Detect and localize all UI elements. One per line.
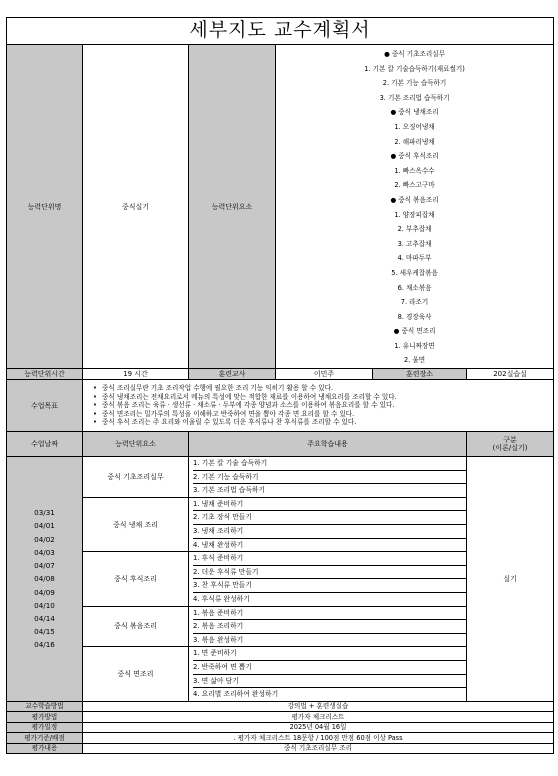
- content-header: 주요학습내용: [189, 432, 467, 457]
- content-item: 3. 냉채 조리하기: [193, 525, 466, 539]
- eval-schedule-value: 2025년 04월 16일: [83, 722, 554, 733]
- schedule-element-3: 중식 후식조리: [83, 552, 189, 606]
- eval-method-value: 평가자 체크리스트: [83, 712, 554, 723]
- lesson-plan-table: [6, 17, 554, 754]
- element-line: 2. 기본 기능 습득하기: [382, 79, 447, 88]
- element-line: 6. 채소볶음: [397, 283, 432, 292]
- date-item: 04/01: [34, 521, 55, 531]
- date-item: 04/09: [34, 587, 55, 597]
- element-line: 2. 부추잡채: [397, 225, 432, 234]
- goals-list: [83, 380, 554, 432]
- element-line: 2. 울면: [403, 356, 426, 365]
- element-line: 1. 양장피잡채: [394, 210, 435, 219]
- element-header: 능력단위요소: [83, 432, 189, 457]
- unit-time-value: 19 시간: [83, 369, 189, 380]
- schedule-content-4: [189, 606, 467, 647]
- date-header: 수업날짜: [7, 432, 83, 457]
- schedule-content-2: [189, 497, 467, 551]
- element-line: 1. 오징어냉채: [394, 122, 435, 131]
- content-item: 3. 찬 후식류 만들기: [193, 579, 466, 593]
- content-item: 3. 면 삶아 담기: [193, 675, 466, 689]
- teacher-label: 훈련교사: [189, 369, 276, 380]
- date-item: 04/07: [34, 561, 55, 571]
- element-line: 8. 경장육사: [397, 312, 432, 321]
- schedule-element-4: 중식 볶음조리: [83, 606, 189, 647]
- unit-element-list: [276, 45, 554, 369]
- goal-item: • 중식 후식 조리는 주 요리와 어울릴 수 있도록 더운 후식류나 찬 후식류를 조리할 수 있다.: [93, 418, 549, 427]
- teaching-method-value: 강의법 + 훈련생실습: [83, 701, 554, 712]
- element-line: ● 중식 면조리: [393, 327, 436, 336]
- content-item: 2. 반죽하여 면 뽑기: [193, 661, 466, 675]
- eval-schedule-label: 평가일정: [7, 722, 83, 733]
- date-item: 04/03: [34, 547, 55, 557]
- schedule-content-5: [189, 647, 467, 701]
- content-item: 2. 기초 장식 만들기: [193, 511, 466, 525]
- element-line: 7. 라조기: [400, 298, 429, 307]
- content-item: 2. 볶음 조리하기: [193, 620, 466, 634]
- content-item: 3. 볶음 완성하기: [193, 635, 244, 644]
- element-line: 1. 유니짜장면: [394, 341, 435, 350]
- eval-content-value: 중식 기초조리실무 조리: [83, 743, 554, 754]
- eval-criteria-value: . 평가자 체크리스트 18문항 / 100점 만점 60점 이상 Pass: [83, 733, 554, 744]
- element-line: 1. 기본 칼 기술습득하기(재료썰기): [364, 64, 465, 73]
- element-line: 1. 빠스옥수수: [394, 166, 435, 175]
- element-line: 5. 새우케찹볶음: [391, 268, 438, 277]
- content-item: 1. 냉채 준비하기: [193, 498, 466, 512]
- unit-name-label: 능력단위명: [7, 45, 83, 369]
- date-item: 03/31: [34, 508, 55, 518]
- content-item: 4. 후식류 완성하기: [193, 595, 250, 603]
- element-line: 4. 마파두부: [397, 254, 432, 263]
- content-item: 4. 냉채 완성하기: [193, 540, 244, 549]
- place-value: 202실습실: [467, 369, 554, 380]
- date-item: 04/15: [34, 627, 55, 637]
- element-line: 2. 해파리냉채: [394, 137, 435, 146]
- date-item: 04/02: [34, 534, 55, 544]
- place-label: 훈련장소: [373, 369, 467, 380]
- unit-name-value: 중식실기: [83, 45, 189, 369]
- date-item: 04/08: [34, 574, 55, 584]
- content-item: 1. 기본 칼 기술 습득하기: [193, 457, 466, 471]
- schedule-content-3: [189, 552, 467, 606]
- content-item: 2. 더운 후식류 만들기: [193, 566, 466, 580]
- goal-item: • 중식 볶음 조리는 육류 · 생선류 · 채소류 · 두부에 각종 양념과 소스를 이용하여 볶음요리를 할 수 있다.: [93, 401, 549, 410]
- unit-time-label: 능력단위시간: [7, 369, 83, 380]
- content-item: 2. 기본 기능 습득하기: [193, 471, 466, 485]
- schedule-content-1: [189, 457, 467, 498]
- date-item: 04/16: [34, 640, 55, 650]
- eval-criteria-label: 평가기준/배점: [7, 733, 83, 744]
- element-line: ● 중식 후식조리: [390, 152, 439, 161]
- content-item: 1. 면 준비하기: [193, 647, 466, 661]
- schedule-element-2: 중식 냉채 조리: [83, 497, 189, 551]
- teacher-value: 이민주: [276, 369, 373, 380]
- element-line: 3. 고추잡채: [397, 239, 432, 248]
- unit-element-label: 능력단위요소: [189, 45, 276, 369]
- content-item: 4. 요리별 조리하여 완성하기: [193, 690, 279, 699]
- element-line: 3. 기본 조리법 습득하기: [379, 93, 450, 102]
- content-item: 1. 후식 준비하기: [193, 552, 466, 566]
- goal-item: • 중식 면조리는 밀가루의 특성을 이해하고 반죽하여 면을 뽑아 각종 면 요리를 할 수 있다.: [93, 410, 549, 419]
- lesson-plan-document: [6, 17, 553, 754]
- type-value: 실기: [467, 457, 554, 702]
- goal-item: • 중식 냉채조리는 전채요리로서 메뉴의 특성에 맞는 적합한 재료를 이용하여 냉채요리를 조리할 수 있다.: [93, 393, 549, 402]
- type-header: 구분 (이론/실기): [467, 432, 554, 457]
- content-item: 1. 볶음 준비하기: [193, 607, 466, 621]
- eval-content-label: 평가내용: [7, 743, 83, 754]
- schedule-element-5: 중식 면조리: [83, 647, 189, 701]
- date-list: [7, 457, 83, 702]
- date-item: 04/14: [34, 613, 55, 623]
- eval-method-label: 평가방법: [7, 712, 83, 723]
- content-item: 3. 기본 조리법 습득하기: [193, 486, 266, 495]
- schedule-element-1: 중식 기초조리실무: [83, 457, 189, 498]
- element-line: ● 중식 기초조리실무: [384, 50, 445, 58]
- goal-item: • 중식 조리실무란 기초 조리작업 수행에 필요한 조리 기능 익히기 활용 할 수 있다.: [93, 384, 549, 393]
- document-title: 세부지도 교수계획서: [7, 18, 554, 45]
- teaching-method-label: 교수학습방법: [7, 701, 83, 712]
- element-line: ● 중식 볶음조리: [390, 195, 439, 204]
- goals-label: 수업목표: [7, 380, 83, 432]
- element-line: ● 중식 냉채조리: [390, 108, 439, 117]
- date-item: 04/10: [34, 600, 55, 610]
- element-line: 2. 빠스고구마: [394, 181, 435, 190]
